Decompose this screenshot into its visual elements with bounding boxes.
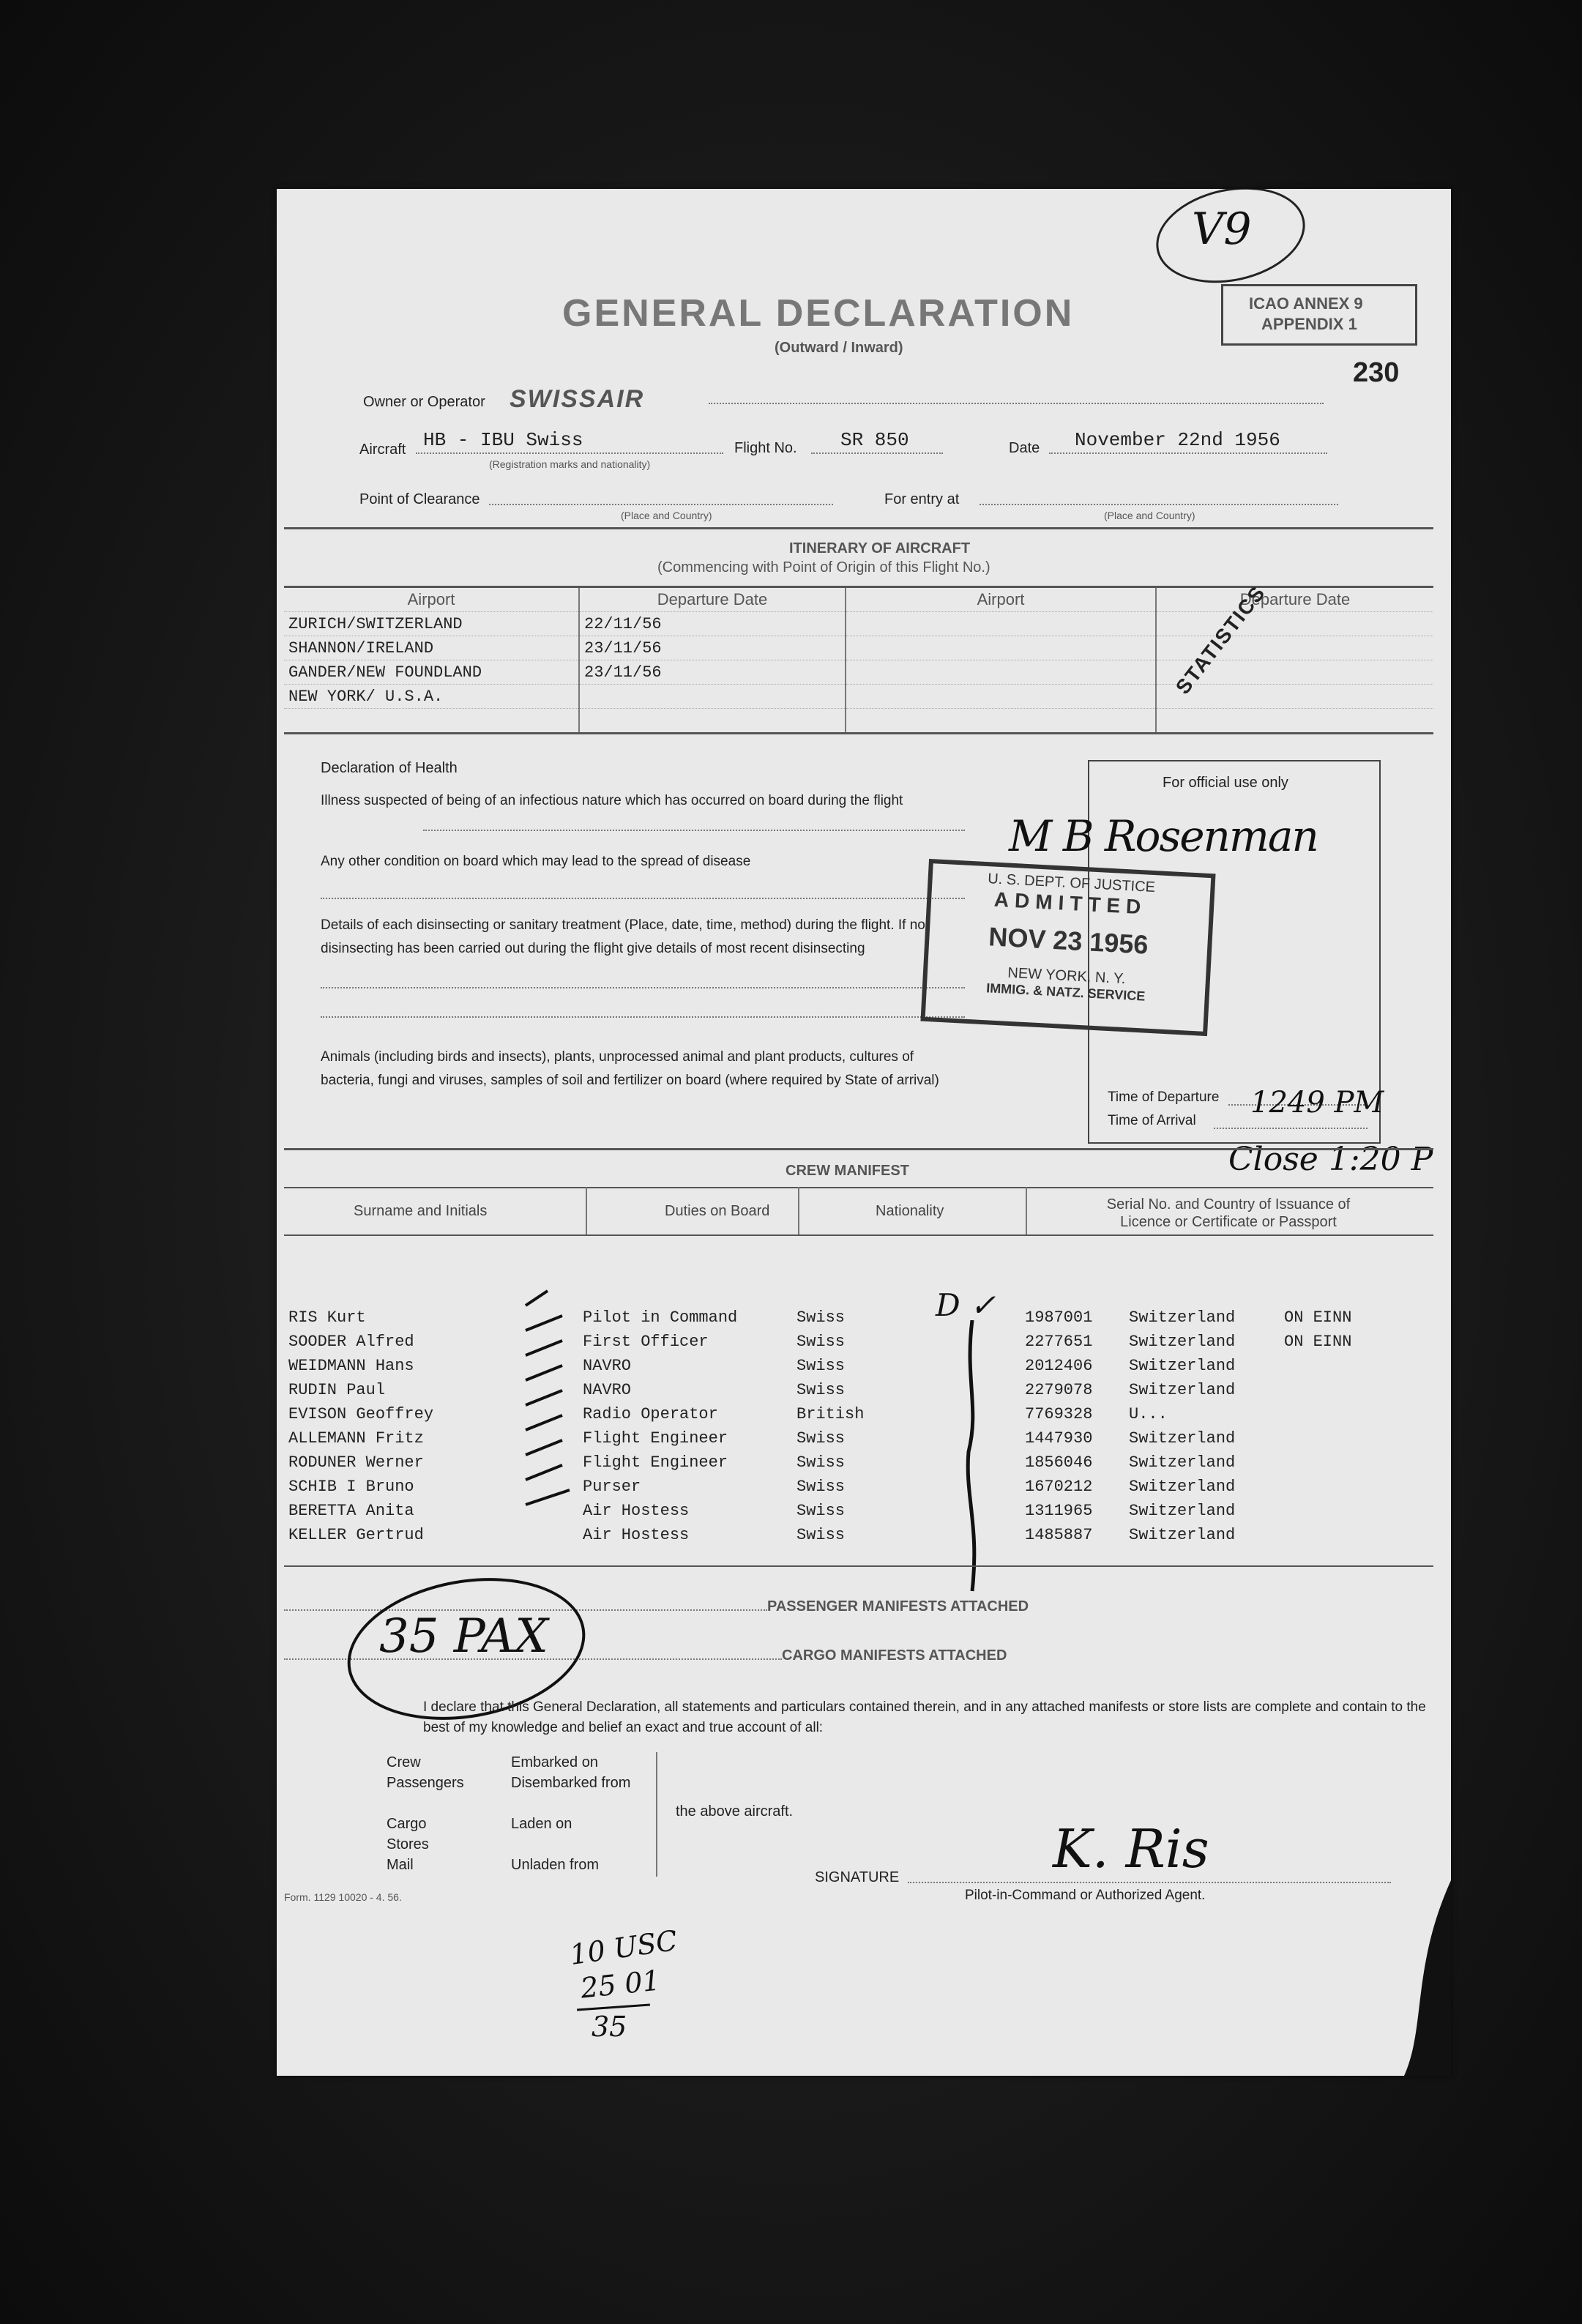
health-heading: Declaration of Health xyxy=(321,760,458,776)
owner-label: Owner or Operator xyxy=(363,394,485,410)
decl-right: the above aircraft. xyxy=(676,1803,794,1820)
crew-country: Switzerland xyxy=(1129,1502,1236,1520)
crew-divider xyxy=(798,1187,799,1234)
owner-line xyxy=(709,403,1324,404)
crew-name: WEIDMANN Hans xyxy=(288,1357,414,1375)
itin-date xyxy=(579,685,846,709)
departure-label: Time of Departure xyxy=(1108,1090,1220,1105)
crew-country: Switzerland xyxy=(1129,1526,1236,1544)
itin-airport: NEW YORK/ U.S.A. xyxy=(284,685,579,709)
decl-crew: Crew xyxy=(387,1754,421,1770)
official-label: For official use only xyxy=(1163,775,1288,791)
crew-check-mark: D ✓ xyxy=(936,1287,996,1323)
itinerary-table xyxy=(284,586,1433,734)
official-signature: M B Rosenman xyxy=(1009,811,1318,861)
crew-duty: Purser xyxy=(583,1478,641,1496)
divider xyxy=(284,1565,1433,1567)
decl-embarked: Embarked on xyxy=(511,1754,598,1770)
crew-name: EVISON Geoffrey xyxy=(288,1405,434,1423)
stamp-line-1: U. S. DEPT. OF JUSTICE xyxy=(987,871,1156,896)
col-date-2: Departure Date xyxy=(1156,587,1433,612)
signature-value: K. Ris xyxy=(1053,1818,1209,1880)
signature-line xyxy=(908,1882,1391,1883)
table-row xyxy=(284,1306,1433,1330)
crew-serial: 1987001 xyxy=(1025,1308,1093,1327)
decl-cargo: Cargo xyxy=(387,1816,427,1832)
table-row xyxy=(284,1499,1433,1523)
aircraft-line xyxy=(416,452,723,454)
itin-date: 23/11/56 xyxy=(579,636,846,660)
crew-name: ALLEMANN Fritz xyxy=(288,1429,424,1448)
decl-mid xyxy=(511,1752,630,1875)
annex-line-2: APPENDIX 1 xyxy=(1261,315,1357,333)
statistics-stamp: STATISTICS xyxy=(1171,581,1270,699)
crew-duty: Air Hostess xyxy=(583,1526,690,1544)
page-title: GENERAL DECLARATION xyxy=(562,292,1075,335)
closed-note: Close 1:20 P xyxy=(1228,1141,1433,1178)
itin-airport: SHANNON/IRELAND xyxy=(284,636,579,660)
crew-table xyxy=(284,1306,1433,1547)
cargo-manifests: CARGO MANIFESTS ATTACHED xyxy=(782,1647,1007,1664)
stamp-line-5: IMMIG. & NATZ. SERVICE xyxy=(985,980,1146,1004)
crew-name: RIS Kurt xyxy=(288,1308,366,1327)
crew-extra: ON EINN xyxy=(1284,1333,1352,1351)
clearance-note: (Place and Country) xyxy=(621,510,712,521)
margin-note-2: 25 01 xyxy=(578,1964,662,2005)
health-q2-line xyxy=(321,898,965,899)
itin-airport: ZURICH/SWITZERLAND xyxy=(284,612,579,636)
owner-value: SWISSAIR xyxy=(510,385,645,413)
stamp-number: V9 xyxy=(1192,204,1252,255)
date-label: Date xyxy=(1009,440,1040,456)
divider xyxy=(284,1187,1433,1188)
clearance-label: Point of Clearance xyxy=(359,491,480,507)
crew-col-nat: Nationality xyxy=(876,1203,944,1219)
crew-country: Switzerland xyxy=(1129,1333,1236,1351)
table-row xyxy=(284,1330,1433,1354)
decl-laden: Laden on xyxy=(511,1816,572,1832)
crew-extra xyxy=(1280,1426,1433,1450)
crew-serial: 2279078 xyxy=(1025,1381,1093,1399)
margin-note-1: 10 USC xyxy=(567,1923,679,1972)
crew-bracket-mark xyxy=(950,1320,994,1598)
stamp-line-4: NEW YORK, N. Y. xyxy=(1007,964,1127,988)
crew-name: KELLER Gertrud xyxy=(288,1526,424,1544)
itin-airport: GANDER/NEW FOUNDLAND xyxy=(284,660,579,685)
crew-nationality: Swiss xyxy=(796,1526,846,1544)
table-row xyxy=(284,1354,1433,1378)
decl-disembarked: Disembarked from xyxy=(511,1775,631,1791)
table-row xyxy=(284,1475,1433,1499)
crew-nationality: Swiss xyxy=(796,1308,846,1327)
crew-nationality: Swiss xyxy=(796,1502,846,1520)
crew-divider xyxy=(586,1187,587,1234)
table-row xyxy=(284,636,1433,660)
health-q3: Details of each disinsecting or sanitary treatment (Place, date, time, method) during the flight. If no disinsecting has been carried out during the flight give details of most recent disinsecting xyxy=(321,917,925,956)
date-line xyxy=(1049,452,1327,454)
table-row xyxy=(284,1450,1433,1475)
entry-note: (Place and Country) xyxy=(1104,510,1195,521)
divider xyxy=(284,1148,1433,1150)
crew-extra xyxy=(1280,1450,1433,1475)
table-row xyxy=(284,709,1433,734)
table-row xyxy=(284,1523,1433,1547)
health-q2: Any other condition on board which may lead to the spread of disease xyxy=(321,854,751,869)
crew-duty: Flight Engineer xyxy=(583,1453,728,1472)
crew-duty: Flight Engineer xyxy=(583,1429,728,1448)
date-value: November 22nd 1956 xyxy=(1075,429,1280,451)
crew-nationality: Swiss xyxy=(796,1453,846,1472)
divider xyxy=(284,527,1433,529)
col-airport-2: Airport xyxy=(846,587,1156,612)
table-row xyxy=(284,1402,1433,1426)
crew-name: SOODER Alfred xyxy=(288,1333,414,1351)
crew-serial: 7769328 xyxy=(1025,1405,1093,1423)
crew-serial: 1670212 xyxy=(1025,1478,1093,1496)
health-q3-line-1 xyxy=(321,987,965,988)
aircraft-label: Aircraft xyxy=(359,442,406,458)
crew-serial: 1311965 xyxy=(1025,1502,1093,1520)
crew-col-duty: Duties on Board xyxy=(665,1203,770,1219)
crew-serial: 2277651 xyxy=(1025,1333,1093,1351)
crew-col-name: Surname and Initials xyxy=(354,1203,488,1219)
declaration-form xyxy=(277,189,1451,2076)
passenger-manifests: PASSENGER MANIFESTS ATTACHED xyxy=(767,1598,1029,1614)
health-q3-line-2 xyxy=(321,1016,965,1018)
decl-left xyxy=(387,1752,464,1875)
crew-name: RODUNER Werner xyxy=(288,1453,424,1472)
arrival-value: 1249 PM xyxy=(1250,1086,1384,1120)
page-subtitle: (Outward / Inward) xyxy=(775,340,903,356)
crew-serial: 2012406 xyxy=(1025,1357,1093,1375)
immigration-stamp xyxy=(920,859,1215,1036)
table-row xyxy=(284,612,1433,636)
table-row xyxy=(284,685,1433,709)
table-row xyxy=(284,1426,1433,1450)
crew-nationality: British xyxy=(796,1405,865,1423)
annex-line-1: ICAO ANNEX 9 xyxy=(1249,294,1363,313)
crew-duty: Radio Operator xyxy=(583,1405,718,1423)
crew-nationality: Swiss xyxy=(796,1333,846,1351)
crew-duty: First Officer xyxy=(583,1333,709,1351)
folded-corner xyxy=(1346,1880,1451,2076)
stamp-line-3: NOV 23 1956 xyxy=(988,921,1149,960)
stamp-line-2: ADMITTED xyxy=(993,887,1148,919)
crew-country: Switzerland xyxy=(1129,1357,1236,1375)
crew-serial: 1856046 xyxy=(1025,1453,1093,1472)
divider xyxy=(284,1234,1433,1236)
crew-duty: Air Hostess xyxy=(583,1502,690,1520)
margin-note-rule xyxy=(577,2004,650,2011)
crew-extra xyxy=(1280,1499,1433,1523)
decl-unladen: Unladen from xyxy=(511,1857,600,1873)
flight-label: Flight No. xyxy=(734,440,797,456)
crew-country: Switzerland xyxy=(1129,1429,1236,1448)
crew-country: Switzerland xyxy=(1129,1478,1236,1496)
decl-stores: Stores xyxy=(387,1836,429,1852)
crew-nationality: Swiss xyxy=(796,1478,846,1496)
health-q1: Illness suspected of being of an infectious nature which has occurred on board during the flight xyxy=(321,793,903,808)
crew-nationality: Swiss xyxy=(796,1429,846,1448)
table-row xyxy=(284,1378,1433,1402)
arrival-line xyxy=(1214,1128,1368,1129)
crew-name: SCHIB I Bruno xyxy=(288,1478,414,1496)
decl-passengers: Passengers xyxy=(387,1775,464,1791)
crew-extra xyxy=(1280,1523,1433,1547)
itin-airport xyxy=(284,709,579,734)
crew-duty: Pilot in Command xyxy=(583,1308,738,1327)
crew-tick-marks xyxy=(518,1284,621,1547)
crew-extra xyxy=(1280,1378,1433,1402)
crew-divider xyxy=(1026,1187,1027,1234)
crew-country: Switzerland xyxy=(1129,1308,1236,1327)
entry-line xyxy=(980,504,1338,505)
crew-nationality: Swiss xyxy=(796,1381,846,1399)
col-airport-1: Airport xyxy=(284,587,579,612)
crew-serial: 1485887 xyxy=(1025,1526,1093,1544)
pax-note: 35 PAX xyxy=(379,1609,548,1664)
flight-line xyxy=(811,452,943,454)
crew-country: Switzerland xyxy=(1129,1453,1236,1472)
table-row xyxy=(284,660,1433,685)
itin-date xyxy=(579,709,846,734)
crew-extra xyxy=(1280,1402,1433,1426)
decl-mail: Mail xyxy=(387,1857,414,1873)
crew-name: BERETTA Anita xyxy=(288,1502,414,1520)
crew-nationality: Swiss xyxy=(796,1357,846,1375)
health-q4: Animals (including birds and insects), plants, unprocessed animal and plant products, cultures of bacteria, fungi and viruses, samples of soil and fertilizer on board (where required by State of arrival) xyxy=(321,1049,939,1088)
crew-col-serial: Serial No. and Country of Issuance of Licence or Certificate or Passport xyxy=(1106,1196,1351,1230)
crew-duty: NAVRO xyxy=(583,1381,632,1399)
entry-label: For entry at xyxy=(884,491,960,507)
signature-caption: Pilot-in-Command or Authorized Agent. xyxy=(965,1888,1206,1903)
crew-name: RUDIN Paul xyxy=(288,1381,386,1399)
crew-extra: ON EINN xyxy=(1284,1308,1352,1327)
page-number: 230 xyxy=(1353,357,1400,388)
signature-label: SIGNATURE xyxy=(815,1869,900,1885)
crew-country: U... xyxy=(1129,1405,1168,1423)
form-number: Form. 1129 10020 - 4. 56. xyxy=(284,1891,402,1903)
itinerary-heading: ITINERARY OF AIRCRAFT xyxy=(789,540,971,556)
decl-bracket xyxy=(656,1752,657,1877)
crew-heading: CREW MANIFEST xyxy=(786,1163,909,1179)
crew-country: Switzerland xyxy=(1129,1381,1236,1399)
col-date-1: Departure Date xyxy=(579,587,846,612)
declaration-text: I declare that this General Declaration, all statements and particulars contained therein, and in any attached manifests or store lists are complete and contain to the best of my knowledge and belief an exact and true account of all: xyxy=(423,1699,1426,1735)
crew-extra xyxy=(1280,1475,1433,1499)
aircraft-note: (Registration marks and nationality) xyxy=(489,458,651,470)
crew-serial: 1447930 xyxy=(1025,1429,1093,1448)
clearance-line xyxy=(489,504,833,505)
arrival-label: Time of Arrival xyxy=(1108,1113,1196,1128)
aircraft-value: HB - IBU Swiss xyxy=(423,429,583,451)
margin-note-3: 35 xyxy=(592,2011,627,2043)
health-q1-line xyxy=(423,830,965,831)
itin-date: 22/11/56 xyxy=(579,612,846,636)
flight-value: SR 850 xyxy=(840,429,909,451)
crew-duty: NAVRO xyxy=(583,1357,632,1375)
itin-date: 23/11/56 xyxy=(579,660,846,685)
itinerary-subheading: (Commencing with Point of Origin of this Flight No.) xyxy=(657,559,990,576)
crew-extra xyxy=(1280,1354,1433,1378)
